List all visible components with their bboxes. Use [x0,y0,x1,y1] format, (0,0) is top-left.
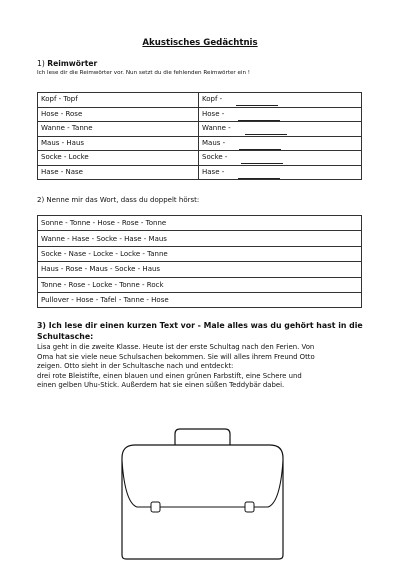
table-row [38,107,362,122]
section1-heading [37,59,97,68]
rhyme-prompt: Hose - [202,109,225,118]
word-sequence: Pullover - Hose - Tafel - Tanne - Hose [38,292,362,307]
rhyme-pair: Kopf - Topf [38,93,199,108]
rhyme-pair: Hase - Nase [38,165,199,180]
rhyme-prompt-cell [199,151,362,166]
section3-heading-line: 3) Ich lese dir einen kurzen Text vor - Male alles was du gehört hast in die [37,321,363,330]
table-row [38,93,362,108]
table-row [38,216,362,231]
school-bag-drawing [115,425,290,561]
word-sequence: Tonne - Rose - Locke - Tonne - Rock [38,277,362,292]
rhyme-pair: Maus - Haus [38,136,199,151]
page-title: Akustisches Gedächtnis [142,38,258,48]
answer-blank[interactable] [245,127,287,135]
story-line: drei rote Bleistifte, einen blauen und einen grünen Farbstift, eine Schere und [37,371,302,380]
rhyme-prompt-cell [199,165,362,180]
bag-handle [175,429,230,445]
table-row [38,136,362,151]
section3-heading [37,320,367,342]
table-row [38,151,362,166]
table-row [38,262,362,277]
story-line: einen gelben Uhu-Stick. Außerdem hat sie einen süßen Teddybär dabei. [37,381,285,390]
story-line: Lisa geht in die zweite Klasse. Heute ist der erste Schultag nach den Ferien. Von [37,343,315,351]
section1-title: Reimwörter [47,59,98,68]
bag-clasp-right [245,502,254,512]
section2-heading: 2) Nenne mir das Wort, dass du doppelt hörst: [37,196,200,204]
table-row [38,292,362,307]
story-text [37,343,372,391]
rhyme-prompt: Maus - [202,138,226,147]
section1-number: 1) [37,59,45,68]
word-sequence: Haus - Rose - Maus - Socke - Haus [38,262,362,277]
answer-blank[interactable] [241,156,283,164]
table-row [38,246,362,261]
table-row [38,122,362,137]
answer-blank[interactable] [238,171,280,179]
answer-blank[interactable] [238,113,280,121]
answer-blank[interactable] [239,142,281,150]
rhyme-prompt-cell [199,122,362,137]
rhyme-pair: Wanne - Tanne [38,122,199,137]
answer-blank[interactable] [236,98,278,106]
rhyme-pair: Socke - Locke [38,151,199,166]
double-word-table [37,215,362,308]
bag-body [122,445,283,559]
section3-heading-line: Schultasche: [37,332,94,341]
rhyme-prompt-cell [199,93,362,108]
story-line: Oma hat sie viele neue Schulsachen bekommen. Sie will alles ihrem Freund Otto [37,352,315,361]
bag-clasp-left [151,502,160,512]
rhyme-prompt: Hase - [202,167,225,176]
table-row [38,277,362,292]
word-sequence: Sonne - Tonne - Hose - Rose - Tonne [38,216,362,231]
table-row [38,231,362,246]
section1-instruction: Ich lese dir die Reimwörter vor. Nun setzt du die fehlenden Reimwörter ein ! [37,70,251,76]
rhyme-prompt: Kopf - [202,95,223,104]
rhyme-prompt-cell [199,136,362,151]
rhyme-prompt-cell [199,107,362,122]
rhyme-pair: Hose - Rose [38,107,199,122]
story-line: zeigen. Otto sieht in der Schultasche nach und entdeckt: [37,362,234,371]
rhyme-prompt: Socke - [202,153,228,162]
word-sequence: Wanne - Hase - Socke - Hase - Maus [38,231,362,246]
rhyme-prompt: Wanne - [202,124,231,133]
rhyme-table [37,92,362,180]
table-row [38,165,362,180]
word-sequence: Socke - Nase - Locke - Locke - Tanne [38,246,362,261]
